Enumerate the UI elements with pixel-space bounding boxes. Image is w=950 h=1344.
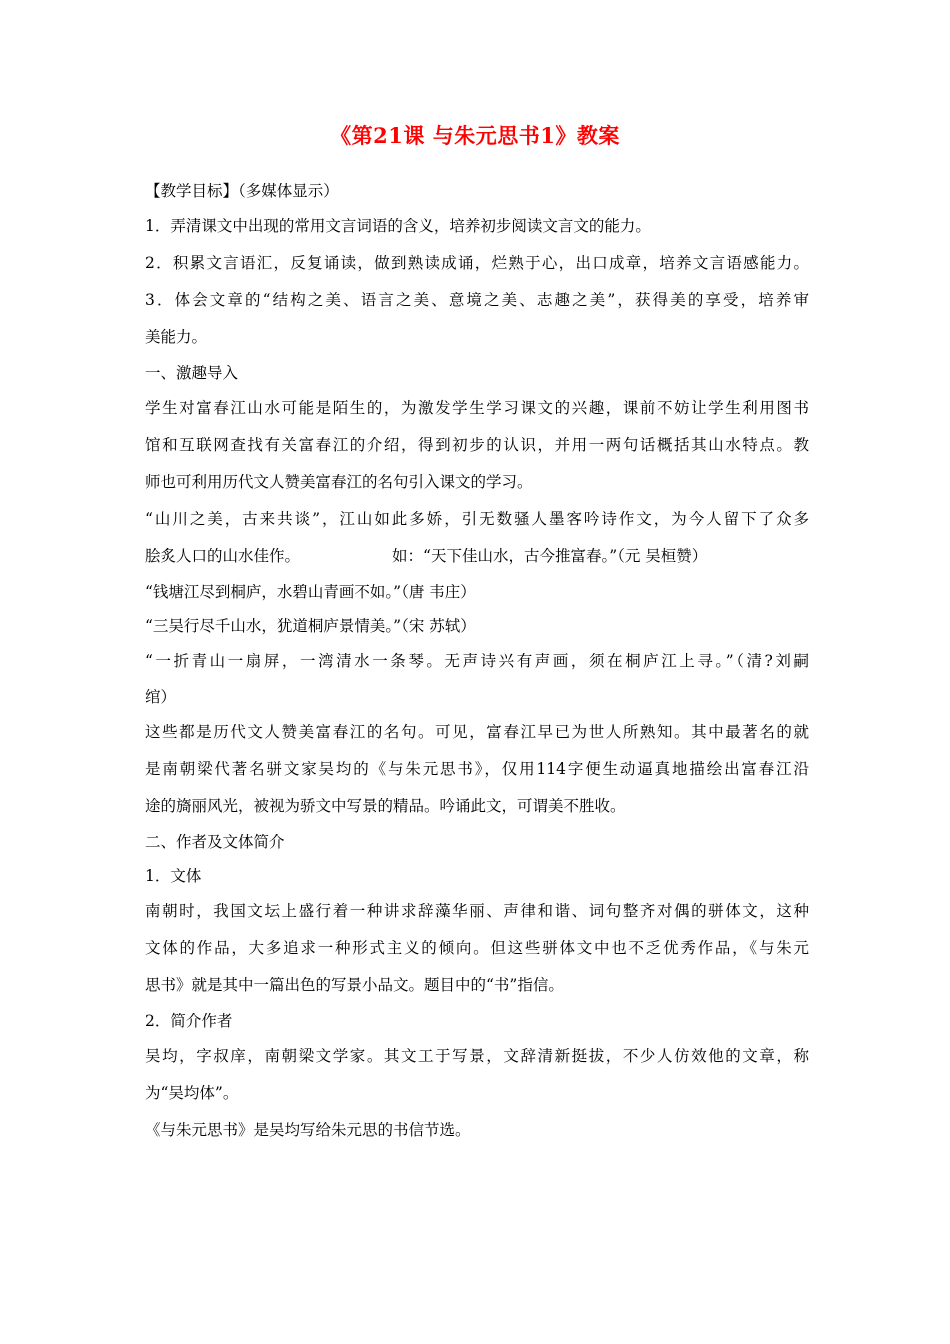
objective-3-cont: 美能力。	[145, 328, 208, 346]
quote-line: “三吴行尽千山水，犹道桐庐景情美。”（宋 苏轼）	[145, 617, 476, 635]
document-body	[145, 174, 809, 1149]
paragraph-line: 文体的作品，大多追求一种形式主义的倾向。但这些骈体文中也不乏优秀作品，《与朱元	[145, 939, 809, 957]
section-heading-intro: 一、激趣导入	[145, 364, 239, 382]
paragraph-line: 这些都是历代文人赞美富春江的名句。可见，富春江早已为世人所熟知。其中最著名的就	[145, 723, 809, 741]
paragraph-line: 《与朱元思书》是吴均写给朱元思的书信节选。	[145, 1121, 471, 1139]
subheading-genre: 1．文体	[145, 867, 202, 885]
section-heading-author: 二、作者及文体简介	[145, 833, 285, 851]
paragraph-line: 是南朝梁代著名骈文家吴均的《与朱元思书》，仅用114字便生动逼真地描绘出富春江沿	[145, 760, 809, 778]
paragraph-line: “山川之美，古来共谈”，江山如此多娇，引无数骚人墨客吟诗作文，为今人留下了众多	[145, 510, 809, 528]
paragraph-line: 思书》就是其中一篇出色的写景小品文。题目中的“书”指信。	[145, 976, 564, 994]
paragraph-line: 学生对富春江山水可能是陌生的，为激发学生学习课文的兴趣，课前不妨让学生利用图书	[145, 399, 809, 417]
paragraph-line: 途的旖丽风光，被视为骄文中写景的精品。吟诵此文，可谓美不胜收。	[145, 797, 626, 815]
quote-line: “一折青山一扇屏，一湾清水一条琴。无声诗兴有声画，须在桐庐江上寻。”（清?刘嗣	[145, 652, 809, 670]
paragraph-line: 为“吴均体”。	[145, 1084, 239, 1102]
subheading-author: 2．简介作者	[145, 1012, 233, 1030]
paragraph-line: 馆和互联网查找有关富春江的介绍，得到初步的认识，并用一两句话概括其山水特点。教	[145, 436, 809, 454]
paragraph-line: 吴均，字叔庠，南朝梁文学家。其文工于写景，文辞清新挺拔，不少人仿效他的文章，称	[145, 1047, 809, 1065]
quote-line-cont: 绾）	[145, 688, 177, 706]
paragraph-line: 南朝时，我国文坛上盛行着一种讲求辞藻华丽、声律和谐、词句整齐对偶的骈体文，这种	[145, 902, 809, 920]
objective-1: 1．弄清课文中出现的常用文言词语的含义，培养初步阅读文言文的能力。	[145, 217, 651, 235]
quote-line: 如：“天下佳山水，古今推富春。”（元 吴桓赞）	[392, 547, 708, 565]
paragraph-line: 师也可利用历代文人赞美富春江的名句引入课文的学习。	[145, 473, 533, 491]
quote-line: “钱塘江尽到桐庐，水碧山青画不如。”（唐 韦庄）	[145, 583, 476, 601]
document-title: 《第21课 与朱元思书1》教案	[330, 123, 620, 148]
section-heading-objectives: 【教学目标】（多媒体显示）	[145, 182, 339, 200]
paragraph-text: 脍炙人口的山水佳作。	[145, 547, 301, 565]
quote-intro-line	[145, 538, 809, 575]
objective-2: 2．积累文言语汇，反复诵读，做到熟读成诵，烂熟于心，出口成章，培养文言语感能力。	[145, 254, 809, 272]
objective-3: 3．体会文章的“结构之美、语言之美、意境之美、志趣之美”，获得美的享受，培养审	[145, 291, 809, 309]
